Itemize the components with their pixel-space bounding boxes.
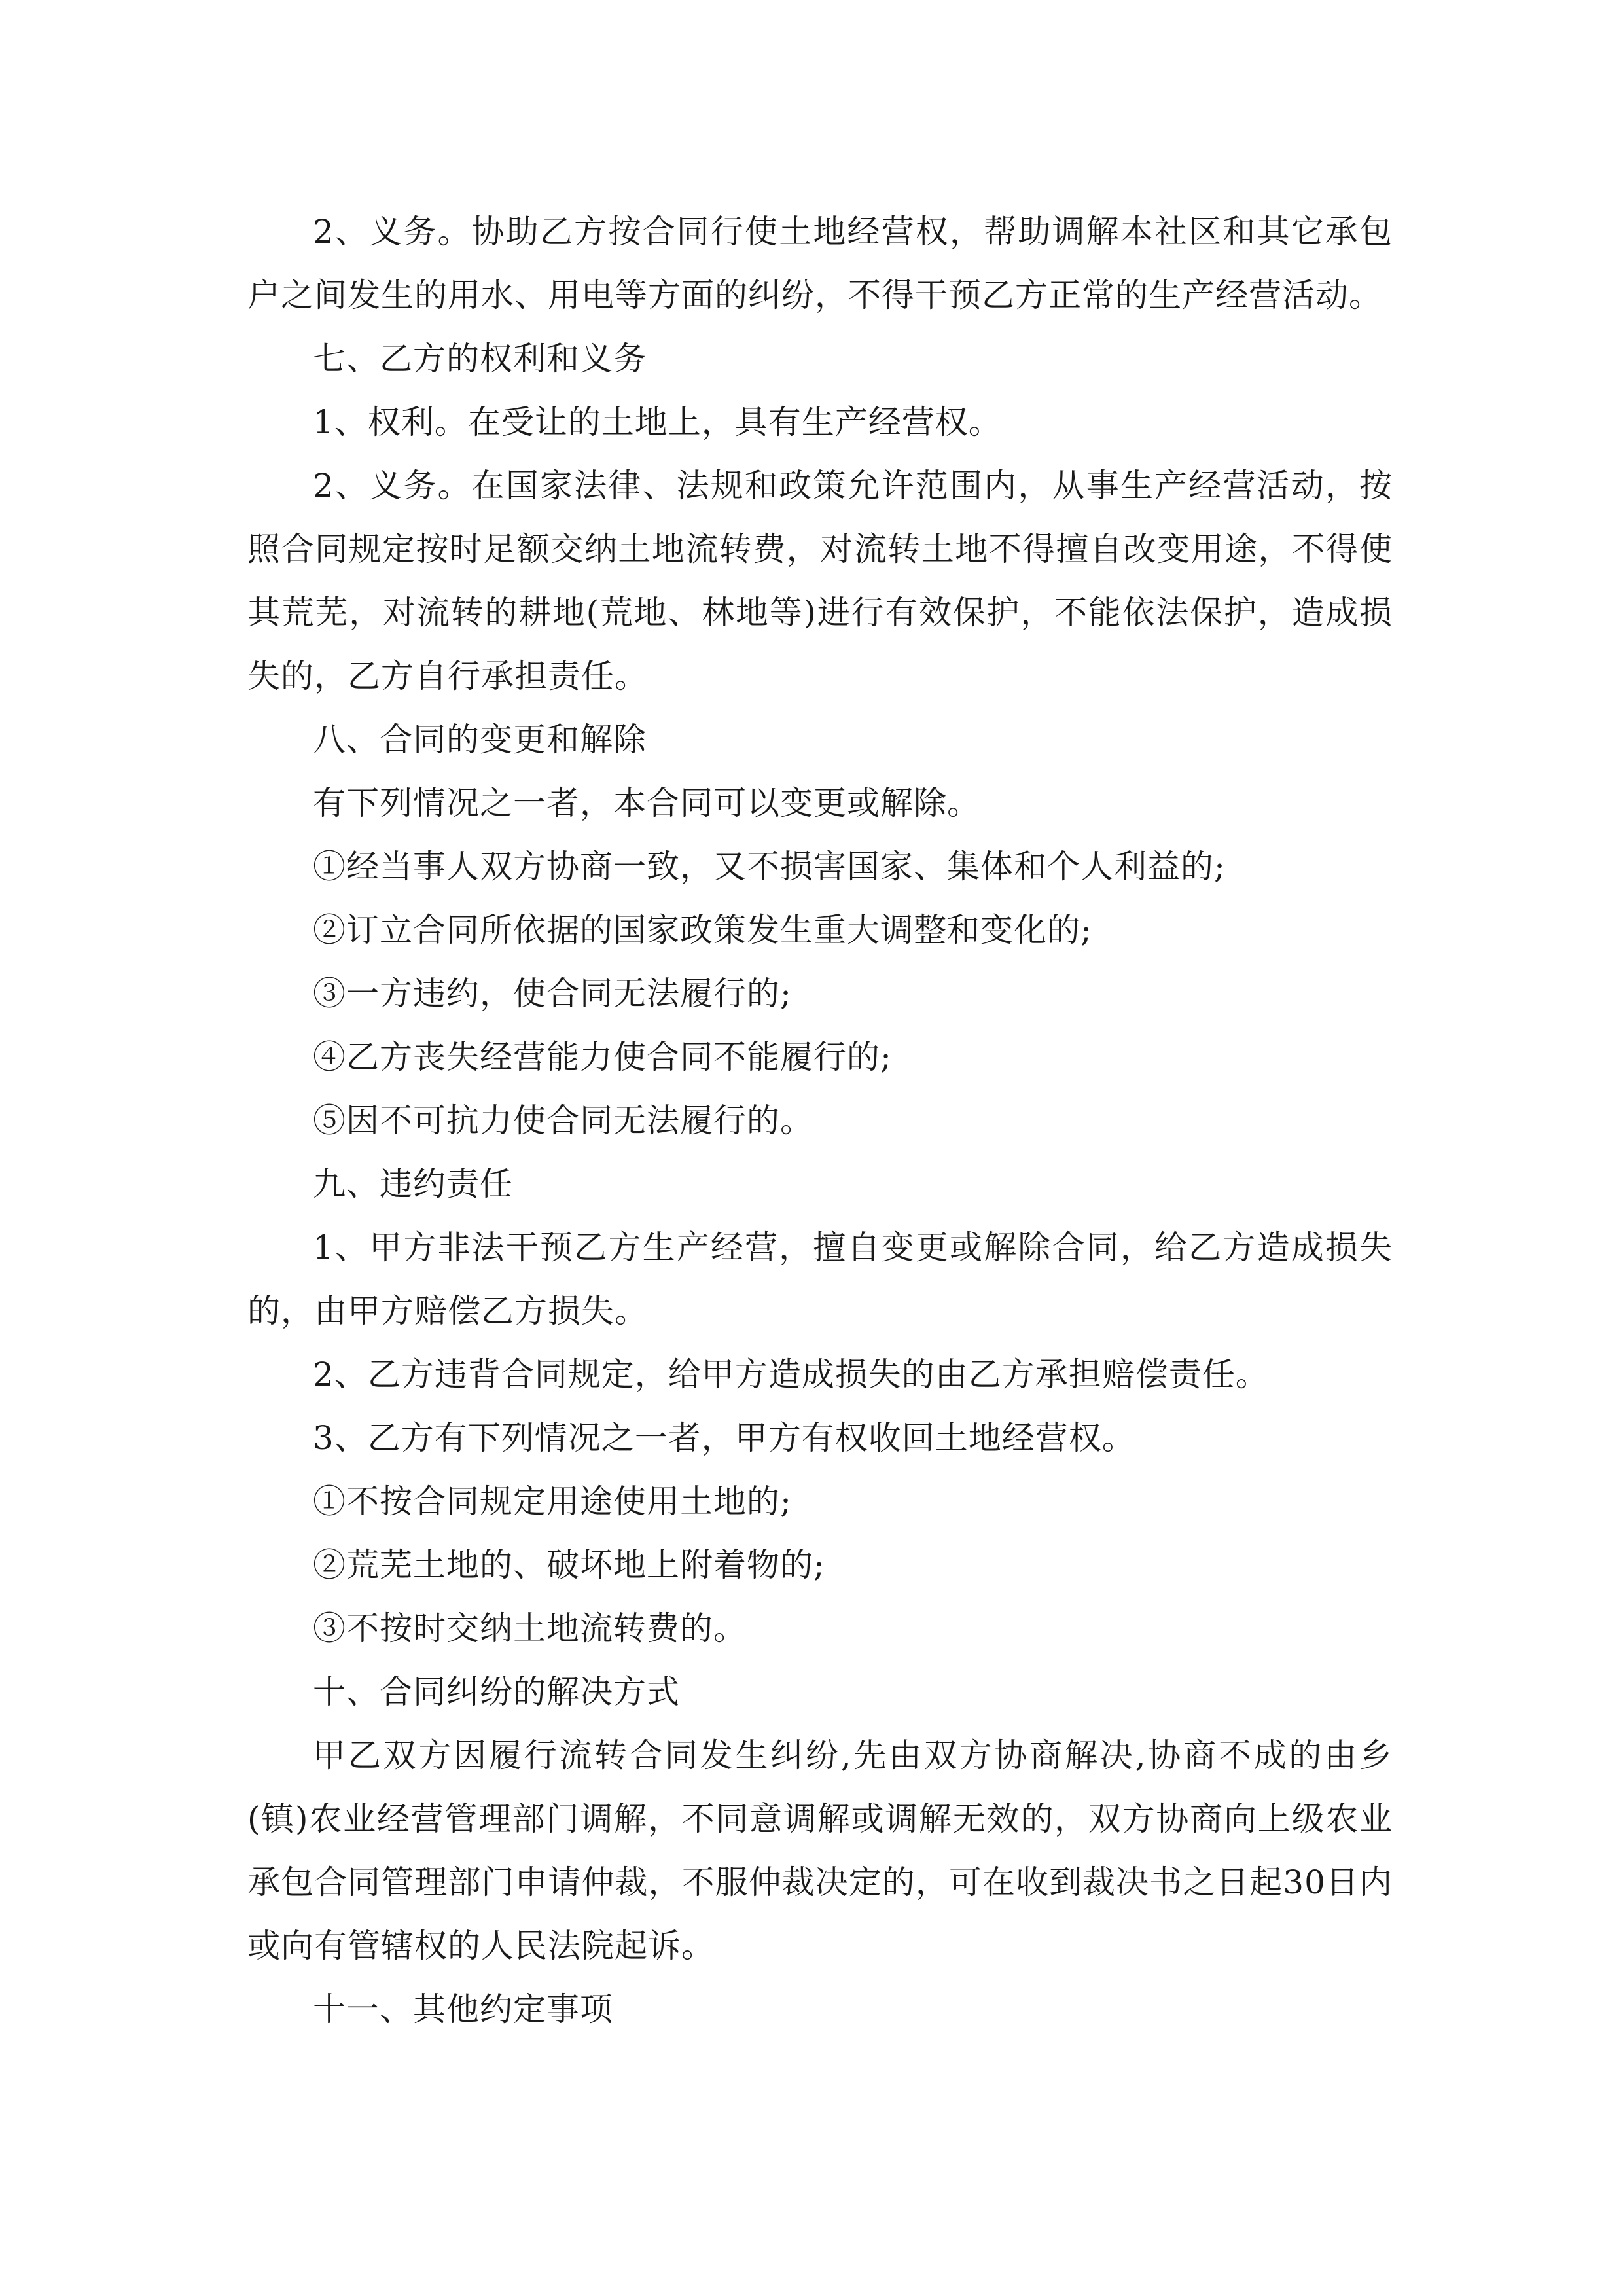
- section-heading-ten: 十、合同纠纷的解决方式: [313, 1673, 680, 1711]
- paragraph-change-conditions: 有下列情况之一者，本合同可以变更或解除。: [313, 784, 980, 822]
- paragraph-rights-party-b: 1、权利。在受让的土地上，具有生产经营权。: [313, 403, 1002, 441]
- section-heading-seven: 七、乙方的权利和义务: [313, 340, 647, 378]
- section-heading-eleven: 十一、其他约定事项: [313, 1990, 613, 2028]
- list-item-change-3: ③一方违约，使合同无法履行的;: [313, 975, 792, 1013]
- paragraph-dispute-resolution: 甲乙双方因履行流转合同发生纠纷,先由双方协商解决,协商不成的由乡(镇)农业经营管理部门调解，不同意调解或调解无效的，双方协商向上级农业承包合同管理部门申请仲裁，不服仲裁决定的，可在收到裁决书之日起30日内或向有管辖权的人民法院起诉。: [247, 1736, 1393, 1965]
- list-item-revoke-2: ②荒芜土地的、破坏地上附着物的;: [313, 1546, 825, 1584]
- list-item-change-2: ②订立合同所依据的国家政策发生重大调整和变化的;: [313, 911, 1092, 949]
- document-body: [247, 200, 1393, 2041]
- list-item-revoke-3: ③不按时交纳土地流转费的。: [313, 1609, 747, 1647]
- paragraph-obligations-party-a: 2、义务。协助乙方按合同行使土地经营权，帮助调解本社区和其它承包户之间发生的用水、用电等方面的纠纷，不得干预乙方正常的生产经营活动。: [247, 213, 1393, 314]
- section-heading-nine: 九、违约责任: [313, 1165, 513, 1203]
- list-item-change-5: ⑤因不可抗力使合同无法履行的。: [313, 1102, 813, 1139]
- section-heading-eight: 八、合同的变更和解除: [313, 721, 647, 759]
- paragraph-breach-party-a: 1、甲方非法干预乙方生产经营，擅自变更或解除合同，给乙方造成损失的，由甲方赔偿乙方损失。: [247, 1229, 1393, 1330]
- list-item-change-1: ①经当事人双方协商一致，又不损害国家、集体和个人利益的;: [313, 848, 1226, 886]
- list-item-change-4: ④乙方丧失经营能力使合同不能履行的;: [313, 1038, 892, 1076]
- paragraph-revoke-conditions: 3、乙方有下列情况之一者，甲方有权收回土地经营权。: [313, 1419, 1135, 1457]
- list-item-revoke-1: ①不按合同规定用途使用土地的;: [313, 1482, 792, 1520]
- paragraph-breach-party-b: 2、乙方违背合同规定，给甲方造成损失的由乙方承担赔偿责任。: [313, 1355, 1269, 1393]
- paragraph-obligations-party-b: 2、义务。在国家法律、法规和政策允许范围内，从事生产经营活动，按照合同规定按时足额交纳土地流转费，对流转土地不得擅自改变用途，不得使其荒芜，对流转的耕地(荒地、林地等)进行有效保护，不能依法保护，造成损失的，乙方自行承担责任。: [247, 467, 1393, 695]
